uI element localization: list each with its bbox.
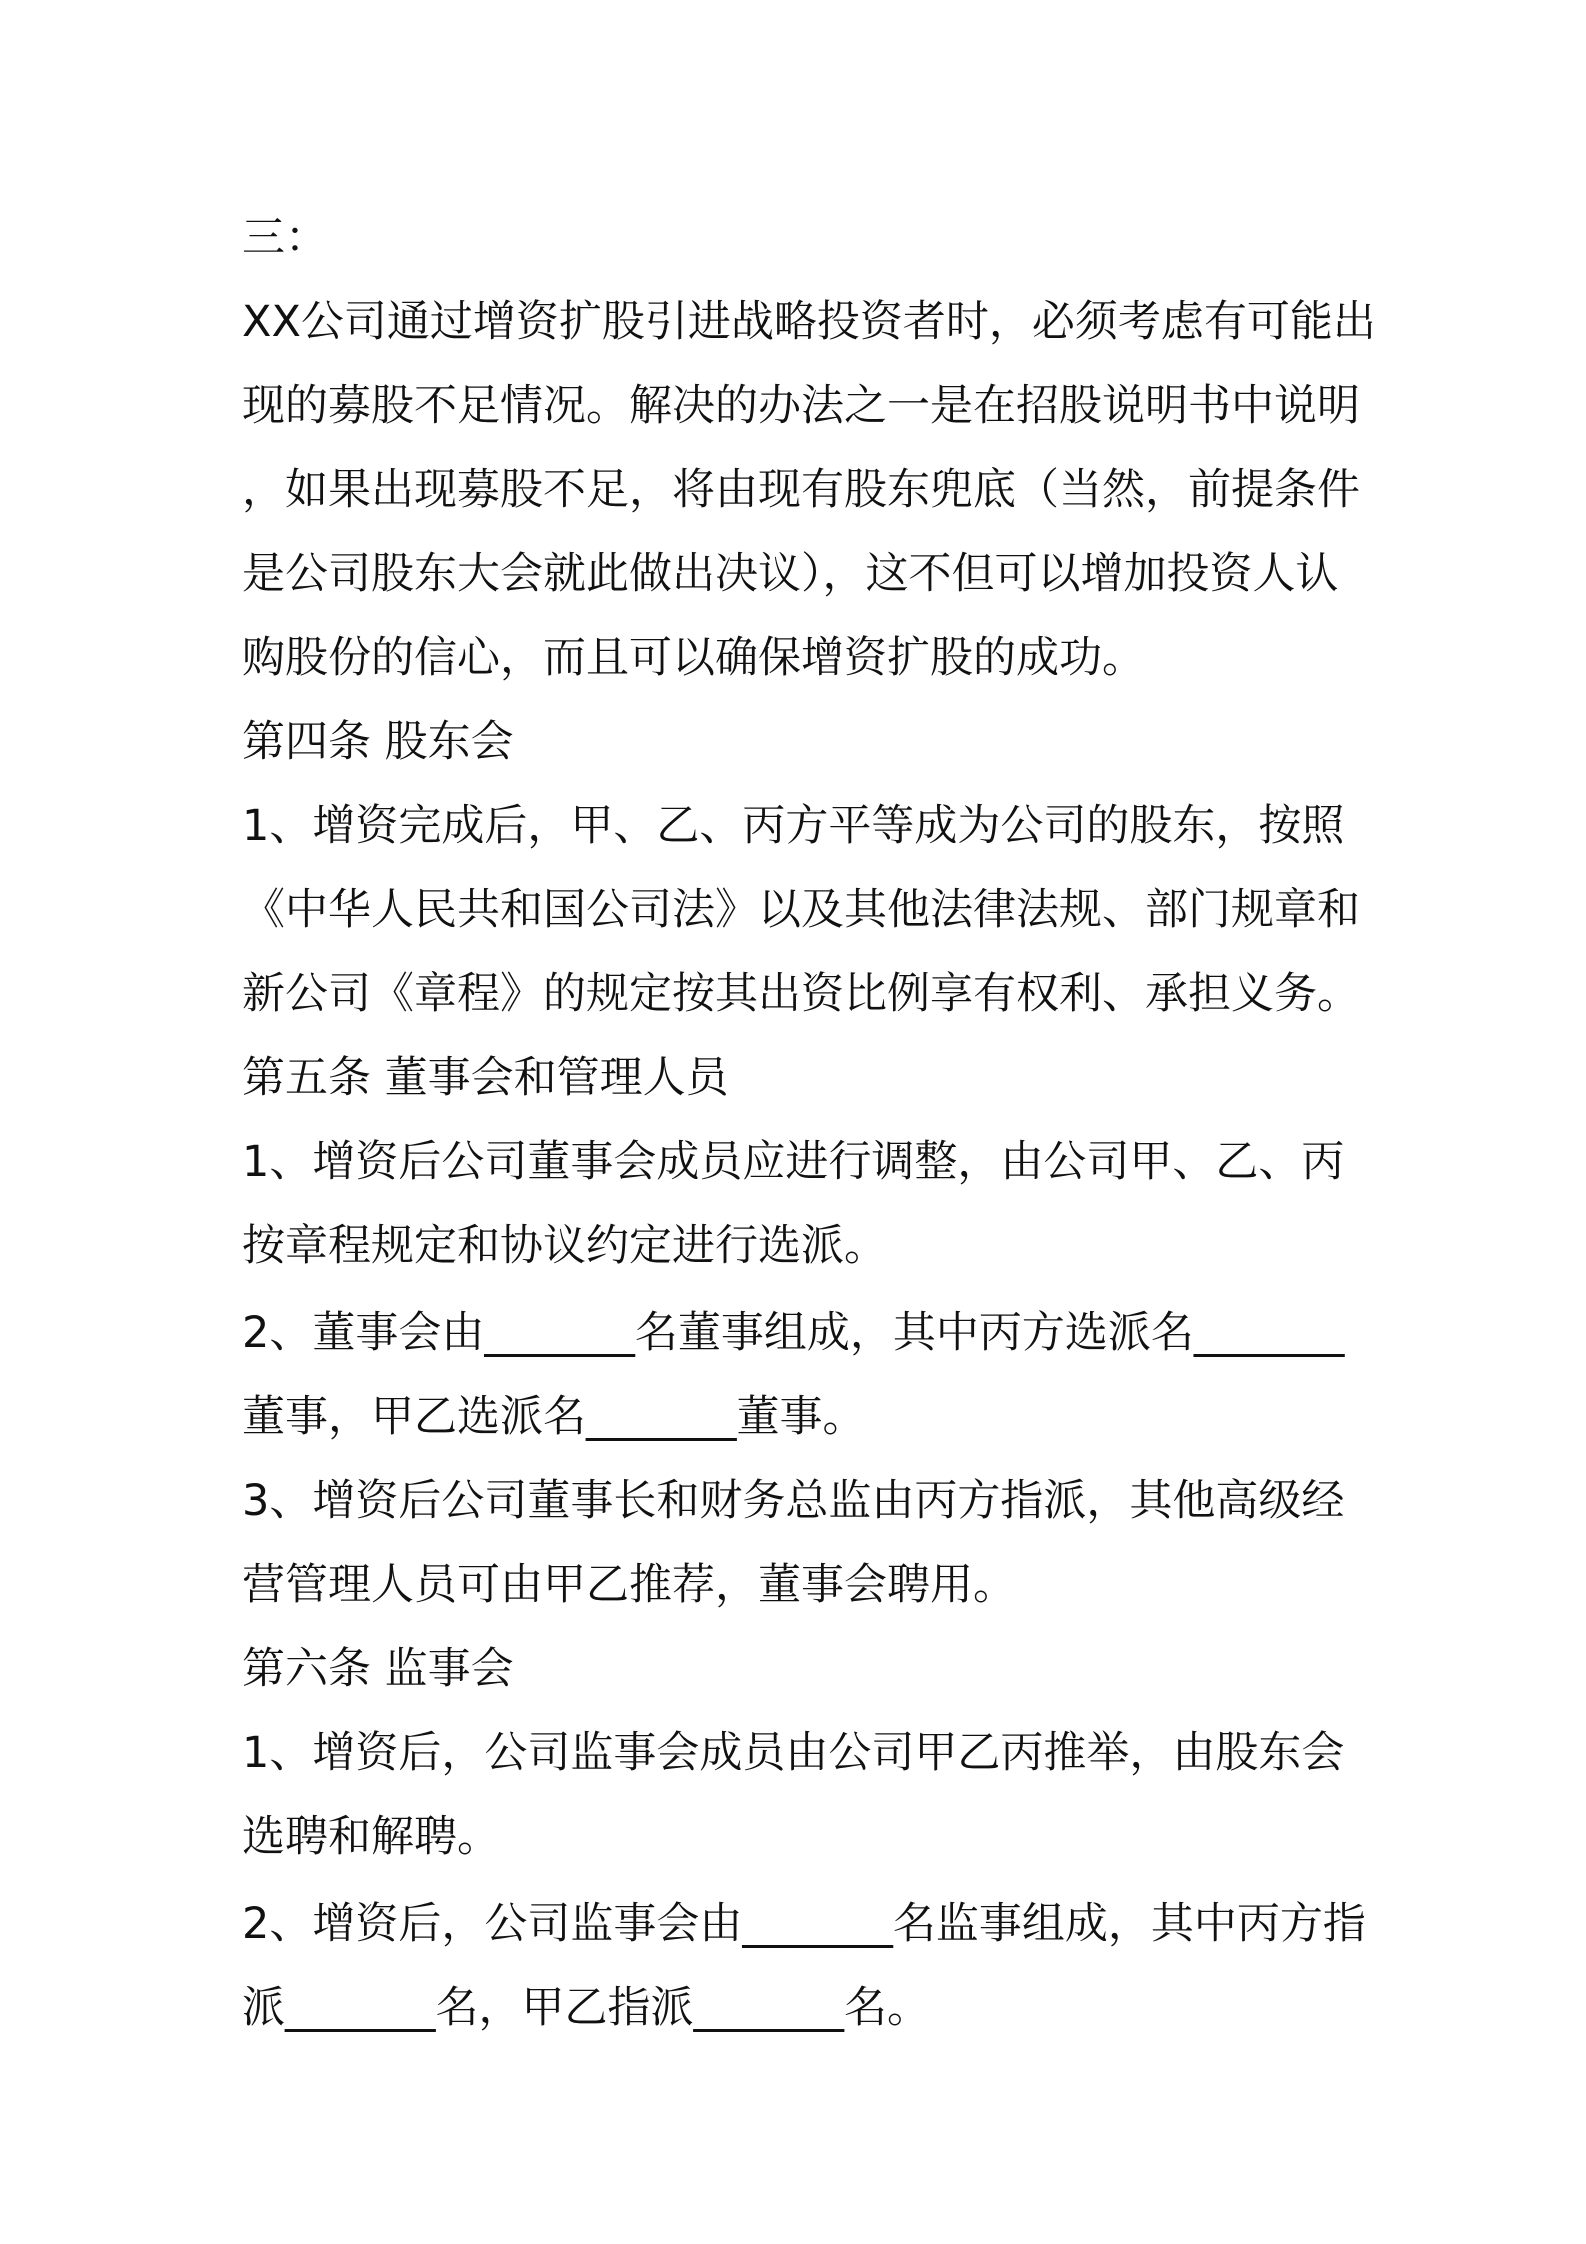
paragraph-line: 派_______名，甲乙指派_______名。 [242, 1983, 930, 2033]
paragraph-line: 营管理人员可由甲乙推荐，董事会聘用。 [242, 1560, 1016, 1610]
paragraph-line: 新公司《章程》的规定按其出资比例享有权利、承担义务。 [242, 969, 1360, 1019]
document-body [242, 196, 1376, 2050]
paragraph-line: ，如果出现募股不足，将由现有股东兜底（当然，前提条件 [242, 465, 1360, 515]
paragraph-line: 2、董事会由_______名董事组成，其中丙方选派名_______ [242, 1308, 1345, 1358]
article-5-heading: 第五条 董事会和管理人员 [242, 1053, 729, 1103]
article-4-heading: 第四条 股东会 [242, 717, 514, 767]
paragraph-line: 2、增资后，公司监事会由_______名监事组成，其中丙方指 [242, 1899, 1366, 1949]
article-6-heading: 第六条 监事会 [242, 1644, 514, 1694]
paragraph-line: 1、增资完成后，甲、乙、丙方平等成为公司的股东，按照 [242, 801, 1345, 851]
paragraph-line: 选聘和解聘。 [242, 1812, 500, 1862]
paragraph-line: 现的募股不足情况。解决的办法之一是在招股说明书中说明 [242, 381, 1360, 431]
paragraph-line: 1、增资后，公司监事会成员由公司甲乙丙推举，由股东会 [242, 1728, 1345, 1778]
paragraph-line: 按章程规定和协议约定进行选派。 [242, 1221, 887, 1271]
section-heading-three: 三： [242, 213, 328, 263]
paragraph-line: 董事，甲乙选派名_______董事。 [242, 1392, 866, 1442]
paragraph-line: 是公司股东大会就此做出决议），这不但可以增加投资人认 [242, 549, 1339, 599]
paragraph-line: 购股份的信心，而且可以确保增资扩股的成功。 [242, 633, 1145, 683]
paragraph-line: 3、增资后公司董事长和财务总监由丙方指派，其他高级经 [242, 1476, 1345, 1526]
paragraph-line: 1、增资后公司董事会成员应进行调整，由公司甲、乙、丙 [242, 1137, 1345, 1187]
paragraph-line: 《中华人民共和国公司法》以及其他法律法规、部门规章和 [242, 885, 1360, 935]
paragraph-line: XX公司通过增资扩股引进战略投资者时，必须考虑有可能出 [242, 297, 1376, 347]
